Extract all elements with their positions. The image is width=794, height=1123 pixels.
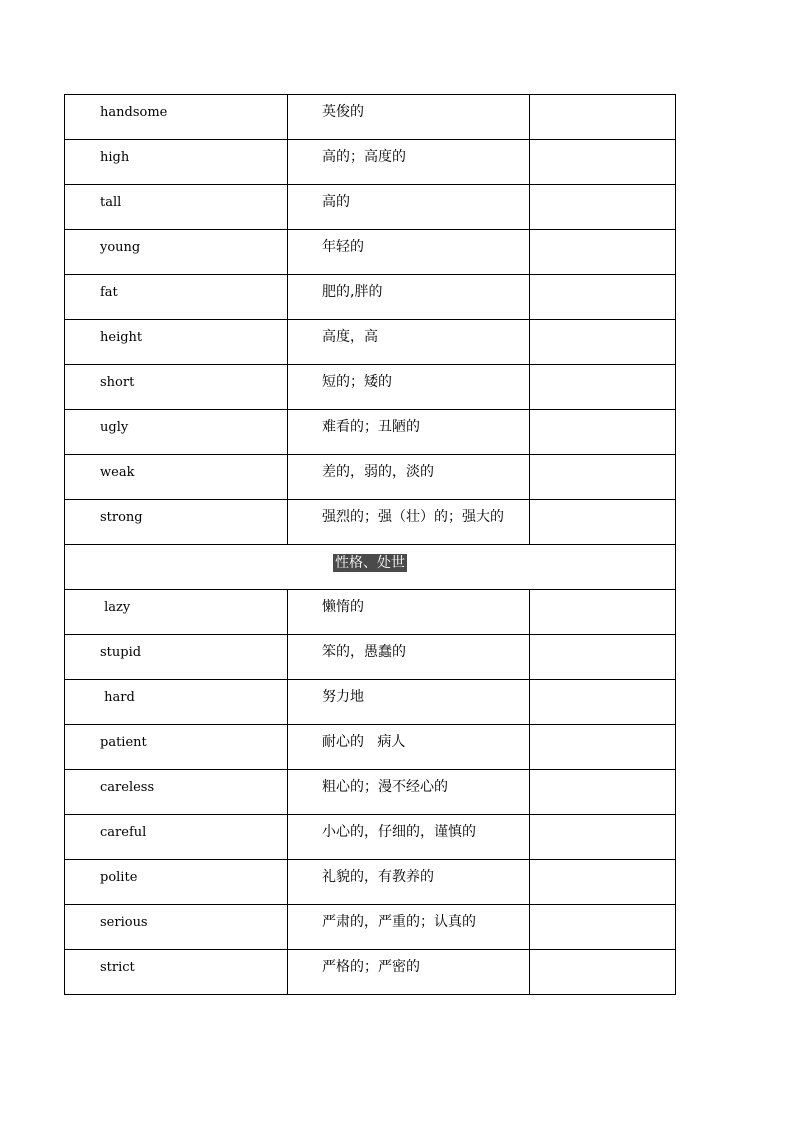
blank-cell [530,365,676,410]
blank-cell [530,905,676,950]
table-row [65,230,676,275]
chinese-meaning: 高的 [288,185,530,230]
chinese-meaning: 耐心的 病人 [288,725,530,770]
table-row [65,860,676,905]
blank-cell [530,500,676,545]
table-row [65,365,676,410]
blank-cell [530,680,676,725]
blank-cell [530,275,676,320]
english-word: high [65,140,288,185]
blank-cell [530,860,676,905]
blank-cell [530,590,676,635]
chinese-meaning: 英俊的 [288,95,530,140]
table-row [65,725,676,770]
table-row [65,950,676,995]
chinese-meaning: 年轻的 [288,230,530,275]
vocabulary-table-body [65,95,676,995]
blank-cell [530,815,676,860]
chinese-meaning: 短的；矮的 [288,365,530,410]
english-word: careless [65,770,288,815]
english-word: careful [65,815,288,860]
table-row [65,815,676,860]
blank-cell [530,635,676,680]
chinese-meaning: 高的；高度的 [288,140,530,185]
chinese-meaning: 严格的；严密的 [288,950,530,995]
table-row [65,140,676,185]
english-word: tall [65,185,288,230]
chinese-meaning: 粗心的；漫不经心的 [288,770,530,815]
english-word: short [65,365,288,410]
table-row [65,275,676,320]
blank-cell [530,140,676,185]
chinese-meaning: 高度，高 [288,320,530,365]
chinese-meaning: 努力地 [288,680,530,725]
blank-cell [530,455,676,500]
table-row [65,680,676,725]
english-word: ugly [65,410,288,455]
english-word: hard [65,680,288,725]
chinese-meaning: 肥的,胖的 [288,275,530,320]
table-row [65,590,676,635]
chinese-meaning: 难看的；丑陋的 [288,410,530,455]
english-word: strict [65,950,288,995]
chinese-meaning: 懒惰的 [288,590,530,635]
english-word: patient [65,725,288,770]
blank-cell [530,410,676,455]
table-row [65,770,676,815]
blank-cell [530,185,676,230]
english-word: stupid [65,635,288,680]
blank-cell [530,950,676,995]
chinese-meaning: 差的，弱的，淡的 [288,455,530,500]
table-row [65,455,676,500]
table-row [65,95,676,140]
section-heading-cell [65,545,676,590]
english-word: handsome [65,95,288,140]
blank-cell [530,320,676,365]
section-heading-row [65,545,676,590]
english-word: weak [65,455,288,500]
chinese-meaning: 礼貌的，有教养的 [288,860,530,905]
english-word: lazy [65,590,288,635]
chinese-meaning: 笨的，愚蠢的 [288,635,530,680]
section-heading: 性格、处世 [335,555,405,571]
english-word: strong [65,500,288,545]
table-row [65,320,676,365]
english-word: height [65,320,288,365]
blank-cell [530,725,676,770]
table-row [65,185,676,230]
blank-cell [530,770,676,815]
english-word: fat [65,275,288,320]
chinese-meaning: 严肃的，严重的；认真的 [288,905,530,950]
table-row [65,635,676,680]
english-word: serious [65,905,288,950]
table-row [65,500,676,545]
chinese-meaning: 小心的，仔细的，谨慎的 [288,815,530,860]
blank-cell [530,230,676,275]
table-row [65,410,676,455]
chinese-meaning: 强烈的；强（壮）的；强大的 [288,500,530,545]
vocabulary-table [64,94,676,995]
table-row [65,905,676,950]
english-word: young [65,230,288,275]
blank-cell [530,95,676,140]
english-word: polite [65,860,288,905]
